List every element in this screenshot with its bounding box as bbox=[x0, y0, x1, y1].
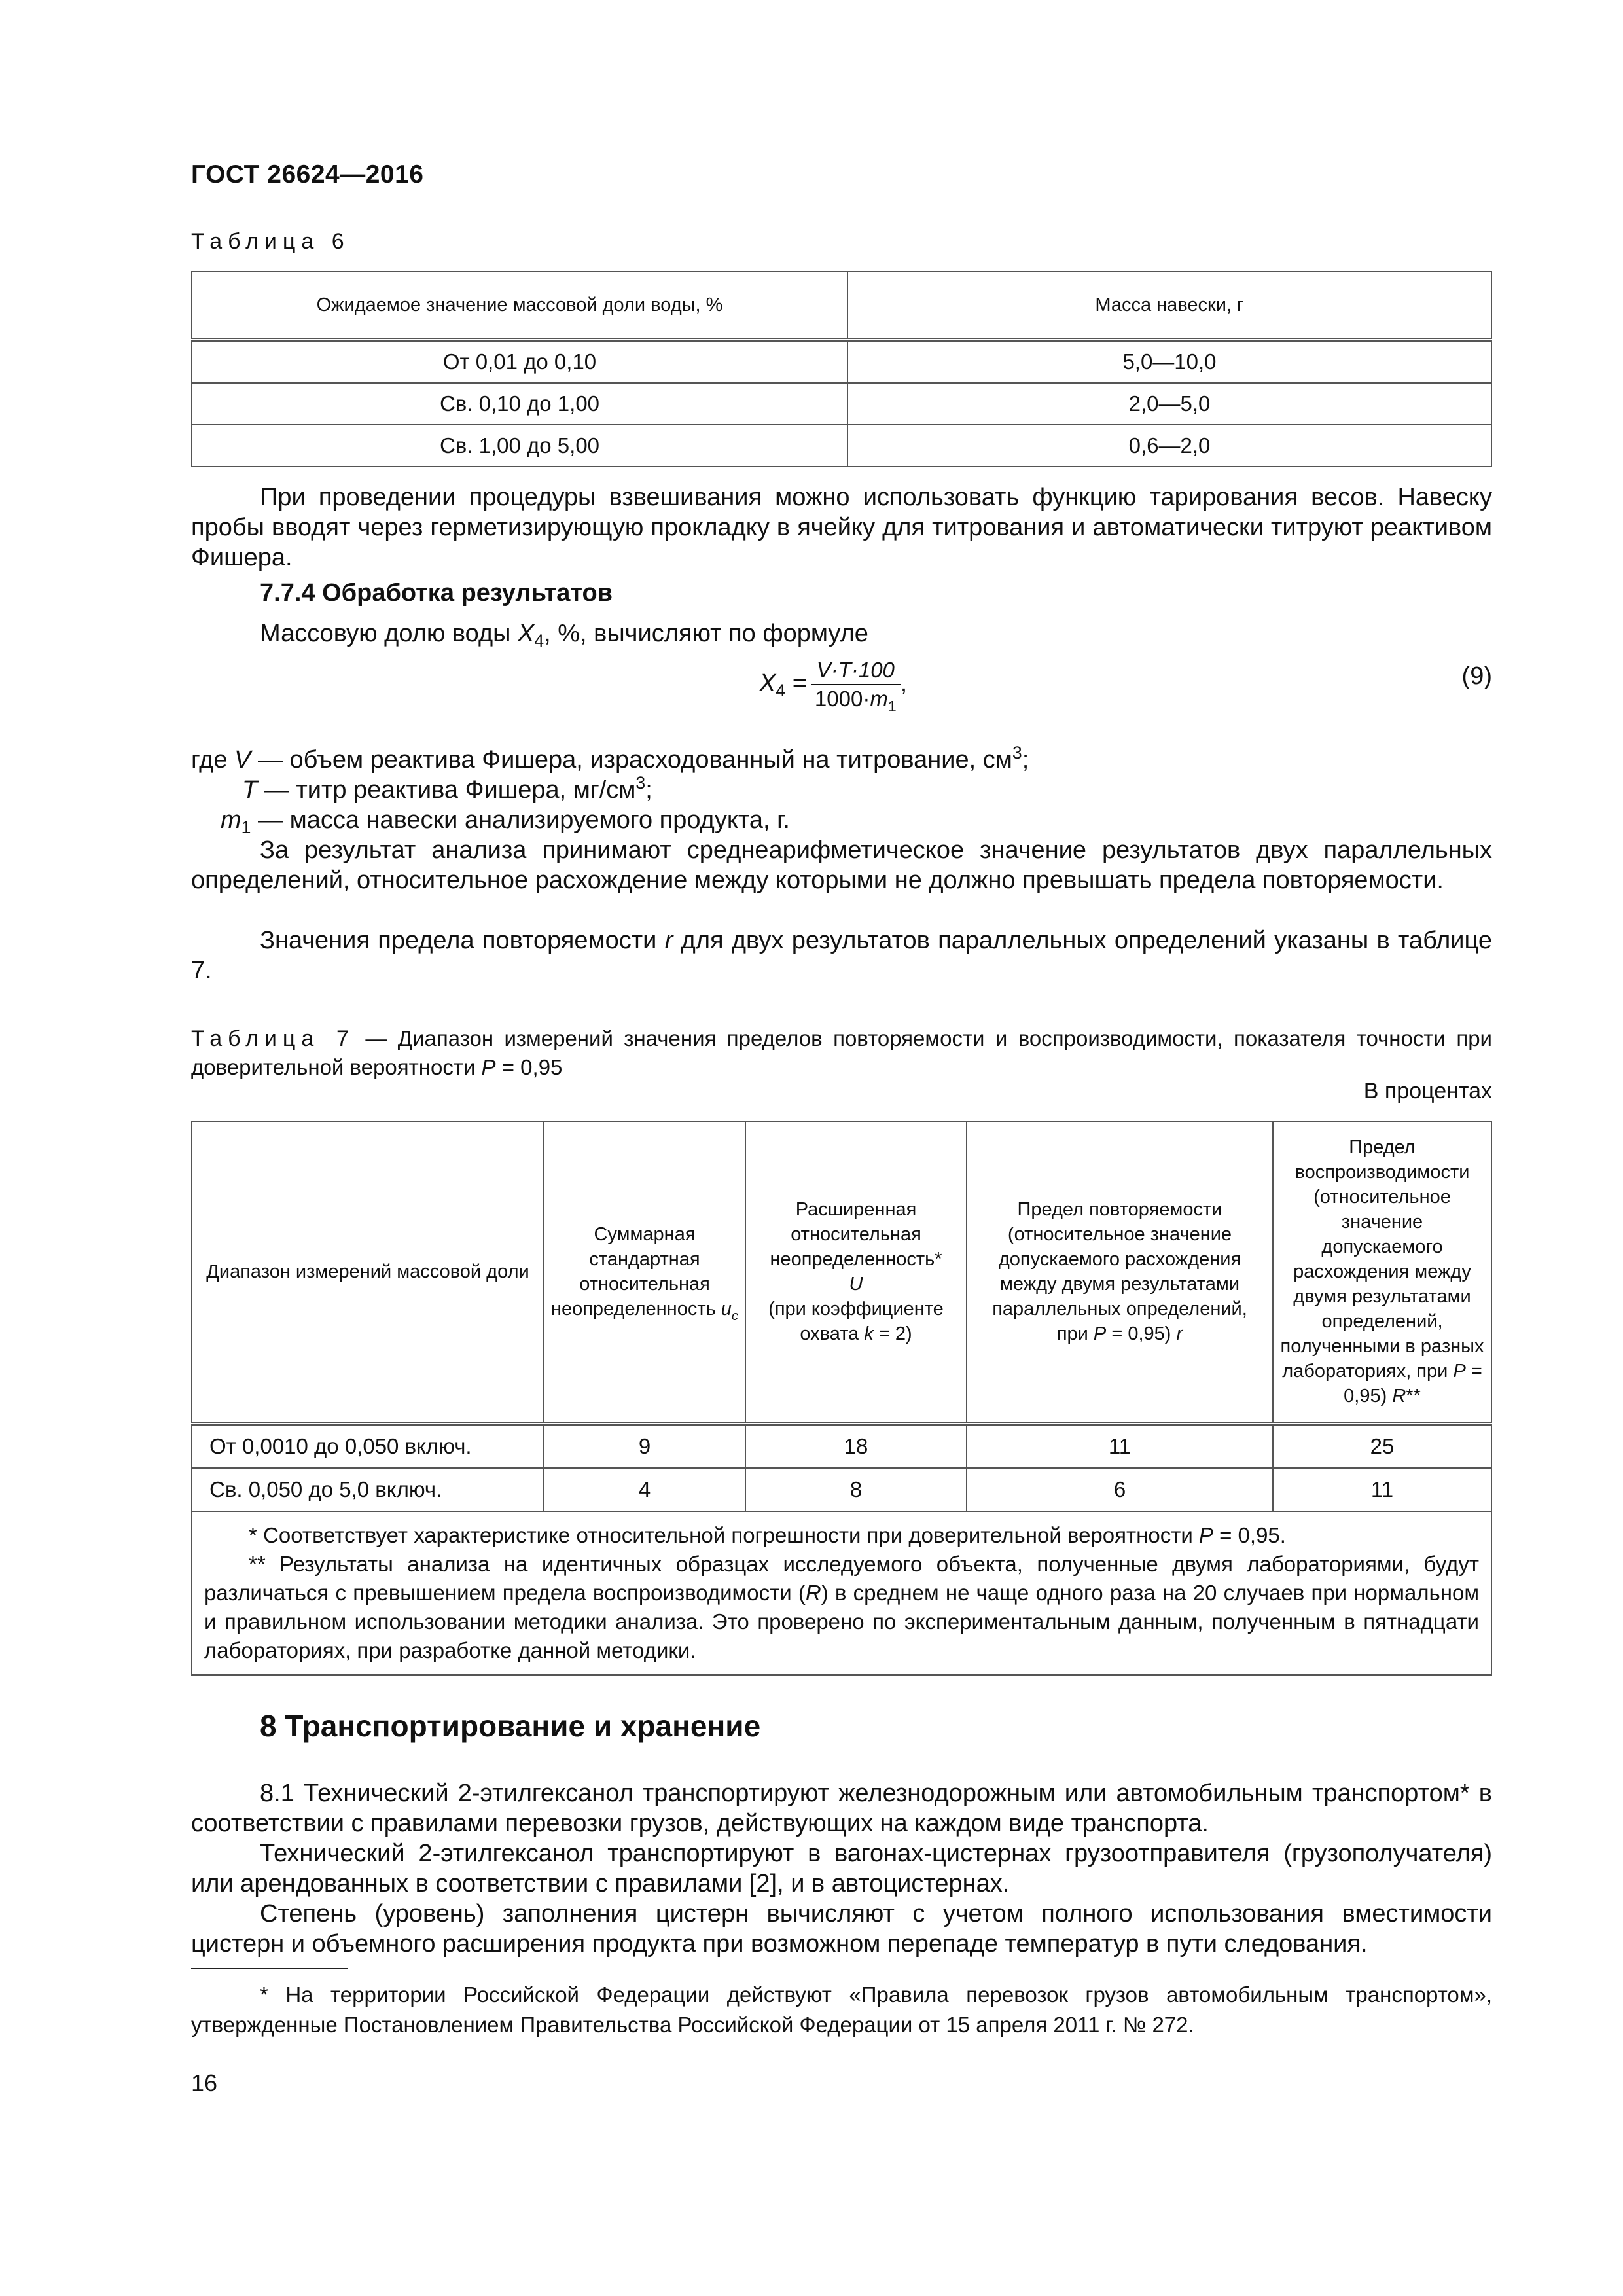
paragraph-repeatability: Значения предела повторяемости r для двух результатов параллельных определений указаны в таблице 7. bbox=[191, 927, 1492, 984]
table6-header-row bbox=[192, 272, 1491, 340]
page-number: 16 bbox=[191, 2070, 218, 2096]
table-row bbox=[192, 1468, 1491, 1511]
document-header: ГОСТ 26624—2016 bbox=[191, 160, 424, 188]
where-line-t: T — титр реактива Фишера, $мг/см^3$; bbox=[242, 773, 652, 804]
table-cell: Св. 0,050 до 5,0 включ. bbox=[192, 1468, 544, 1511]
table-cell: 2,0—5,0 bbox=[847, 383, 1491, 425]
table-cell: От 0,0010 до 0,050 включ. bbox=[192, 1424, 544, 1468]
where-line-v: где V — объем реактива Фишера, израсходованный на титрование, $см^3$; bbox=[191, 743, 1029, 774]
formula-fraction bbox=[811, 658, 901, 715]
table7-notes bbox=[192, 1511, 1491, 1675]
table6 bbox=[191, 271, 1492, 467]
table-row bbox=[192, 383, 1491, 425]
paragraph-8-1-tanks: Технический 2-этилгексанол транспортируют в вагонах-цистернах грузоотправителя (грузополучателя) или арендованных в соответствии с правилами [2], и в автоцистернах. bbox=[191, 1840, 1492, 1897]
footnote: * На территории Российской Федерации действуют «Правила перевозок грузов автомобильным транспортом», утвержденные Постановлением Правительства Российской Федерации от 15 апреля 2011 г. № 272. bbox=[191, 1982, 1492, 2037]
table-cell: Св. 0,10 до 1,00 bbox=[192, 383, 847, 425]
footnote-divider bbox=[191, 1968, 348, 1969]
table-cell: 18 bbox=[745, 1424, 967, 1468]
table7-col-range: Диапазон измерений массовой доли bbox=[192, 1121, 544, 1424]
table-cell: 5,0—10,0 bbox=[847, 340, 1491, 383]
formula-numerator: V·T·100 bbox=[811, 658, 901, 685]
formula-9: $X_4$ = $\frac{V\cdot T\cdot 100}{1000\cdot m_1}$ , bbox=[759, 658, 908, 715]
table7-col-expanded-uncertainty: Расширенная относительная неопределенность* U (при коэффициенте охвата k = 2) bbox=[745, 1121, 967, 1424]
formula-denominator: $1000\cdot m_1$ bbox=[814, 687, 897, 715]
where-line-m1: $m_1$ — масса навески анализируемого продукта, г. bbox=[221, 806, 790, 837]
paragraph-result: За результат анализа принимают среднеарифметическое значение результатов двух параллельных определений, относительное расхождение между которыми не должно превышать предела повторяемости. bbox=[191, 836, 1492, 894]
table-row bbox=[192, 340, 1491, 383]
table-cell: 9 bbox=[544, 1424, 745, 1468]
table7-notes-row bbox=[192, 1511, 1491, 1675]
table7-col-reproducibility: Предел воспроизводимости (относительное значение допускаемого расхождения между двумя результатами определений, полученными в разных лабораториях, при P = 0,95) R** bbox=[1273, 1121, 1491, 1424]
table-cell: 6 bbox=[967, 1468, 1273, 1511]
table-cell: 8 bbox=[745, 1468, 967, 1511]
table-cell: 11 bbox=[967, 1424, 1273, 1468]
table6-col-mass: Масса навески, г bbox=[847, 272, 1491, 340]
table7-header-row bbox=[192, 1121, 1491, 1424]
table7-note-1: * Соответствует характеристике относительной погрешности при доверительной вероятности P = 0,95. bbox=[249, 1523, 1286, 1547]
section-7-7-4-heading: 7.7.4 Обработка результатов bbox=[260, 579, 613, 607]
formula-number: (9) bbox=[1461, 662, 1492, 690]
section-8-heading: 8 Транспортирование и хранение bbox=[260, 1709, 761, 1743]
table7-col-repeatability: Предел повторяемости (относительное значение допускаемого расхождения между двумя результатами параллельных определений, при P = 0,95) r bbox=[967, 1121, 1273, 1424]
paragraph-8-1-filling: Степень (уровень) заполнения цистерн вычисляют с учетом полного использования вместимости цистерн и объемного расширения продукта при возможном перепаде температур в пути следования. bbox=[191, 1900, 1492, 1958]
table-cell: 25 bbox=[1273, 1424, 1491, 1468]
table-cell: От 0,01 до 0,10 bbox=[192, 340, 847, 383]
paragraph-weighing: При проведении процедуры взвешивания можно использовать функцию тарирования весов. Навеску пробы вводят через герметизирующую прокладку в ячейку для титрования и автоматически титруют реактивом Фишера. bbox=[191, 484, 1492, 571]
table7-col-std-uncertainty: Суммарная стандартная относительная неопределенность $u_c$ bbox=[544, 1121, 745, 1424]
table-cell: Св. 1,00 до 5,00 bbox=[192, 425, 847, 467]
table-cell: 0,6—2,0 bbox=[847, 425, 1491, 467]
table7-units: В процентах bbox=[1363, 1079, 1492, 1103]
table-cell: 11 bbox=[1273, 1468, 1491, 1511]
table7-caption: Таблица 7 — Диапазон измерений значения пределов повторяемости и воспроизводимости, показателя точности при доверительной вероятности P = 0,95 bbox=[191, 1026, 1492, 1079]
table6-caption: Таблица 6 bbox=[191, 229, 350, 254]
table7 bbox=[191, 1121, 1492, 1676]
table-cell: 4 bbox=[544, 1468, 745, 1511]
table6-col-water: Ожидаемое значение массовой доли воды, % bbox=[192, 272, 847, 340]
formula-intro: Массовую долю воды $X_4$, %, вычисляют по формуле bbox=[260, 620, 868, 651]
table-row bbox=[192, 1424, 1491, 1468]
table-row bbox=[192, 425, 1491, 467]
paragraph-8-1: 8.1 Технический 2-этилгексанол транспортируют железнодорожным или автомобильным транспортом* в соответствии с правилами перевозки грузов, действующих на каждом виде транспорта. bbox=[191, 1780, 1492, 1837]
table7-note-2: ** Результаты анализа на идентичных образцах исследуемого объекта, полученные двумя лабораториями, будут различаться с превышением предела воспроизводимости (R) в среднем не чаще одного раза на 20 случаев при нормальном и правильном использовании методики анализа. Это проверено по экспериментальным данным, полученным в пятнадцати лабораториях, при разработке данной методики. bbox=[204, 1552, 1480, 1662]
